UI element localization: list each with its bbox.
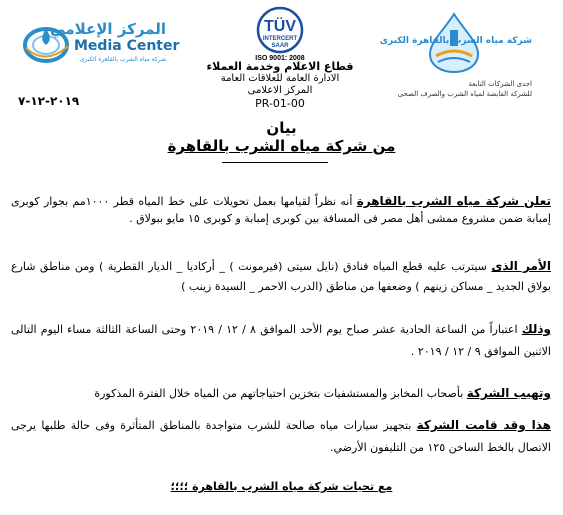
media-center-english-name: Media Center [74,38,180,54]
title-divider [222,162,328,163]
paragraph-text: بتجهيز سيارات مياه صالحة للشرب متواجدة بالمناطق المتأثرة وفى حالة طلبها يرجى الاتصال بالخط الساخن ١٢٥ من التليفون الأرضي. [11,419,551,454]
statement-subtitle: من شركة مياه الشرب بالقاهرة [167,137,396,155]
sector-name: قطاع الاعلام وخدمة العملاء [206,60,354,73]
tuv-seal-icon [238,6,322,62]
document-code: PR-01-00 [255,97,305,110]
water-company-caption-1: احدى الشركات التابعة [468,80,532,88]
paragraph-announcement [11,193,551,227]
paragraph-text: سيترتب عليه قطع المياه فنادق (نايل سيتى (فيرمونت ) _ أركاديا _ الديار القطرية ) ومن مناطق شارع بولاق الجديد _ مساكن زينهم ) وضعفها من مناطق (الدرب الاحمر _ السيدة زينب ) [11,260,551,293]
closing-greeting: مع تحيات شركة مياه الشرب بالقاهرة ؛؛؛؛ [170,480,393,493]
tuv-brand-text: TÜV [264,18,296,35]
media-center-subtitle: شركة مياه الشرب بالقاهرة الكبرى [79,56,166,63]
water-company-caption-2: للشركة القابضة لمياه الشرب والصرف الصحى [397,90,532,98]
tuv-certification-logo [238,6,322,62]
water-company-name: شركة مياه الشرب بالقاهرة الكبرى [379,36,532,46]
paragraph-schedule [11,318,551,363]
paragraph-text: اعتباراً من الساعة الحادية عشر صباح يوم الأحد الموافق ٨ / ١٢ / ٢٠١٩ وحتى الساعة الثالثة مساء اليوم التالى الاثنين الموافق ٩ / ١٢ / ٢٠١٩ . [11,323,551,358]
paragraph-lead: وتهيب الشركة [466,386,551,400]
tuv-saar-text: SAAR [271,43,289,49]
department-name: الادارة العامة للعلاقات العامة [220,73,340,84]
media-center-logo [22,16,180,68]
paragraph-lead: وذلك [521,322,552,336]
water-company-logo [379,10,538,106]
paragraph-text: بأصحاب المخابز والمستشفيات بتخزين احتياجاتهم من المياه خلال الفترة المذكورة [94,387,467,400]
paragraph-lead: تعلن شركة مياه الشرب بالقاهرة [356,194,551,208]
center-name: المركز الاعلامى [247,85,313,96]
media-center-arabic-name: المركز الإعلامي [50,20,166,38]
paragraph-water-trucks [11,414,551,459]
paragraph-advisory [11,385,551,402]
tuv-iso-text: ISO 9001: 2008 [255,55,305,62]
statement-title: بيان [266,119,297,137]
paragraph-lead: هذا وقد قامت الشركة [416,418,551,432]
document-date: ٢٠١٩-١٢-٧ [18,94,80,108]
paragraph-text: أنه نظراً لقيامها بعمل تحويلات على خط المياه قطر ١٠٠٠مم بجوار كوبرى إمبابة ضمن مشروع ممشى أهل مصر فى المسافة بين كوبرى إمبابة و كوبرى ١٥ مايو ببولاق . [11,195,551,225]
paragraph-affected-areas [11,256,551,297]
tuv-intercert-text: INTERCERT [262,36,298,42]
paragraph-lead: الأمر الذى [491,259,551,273]
